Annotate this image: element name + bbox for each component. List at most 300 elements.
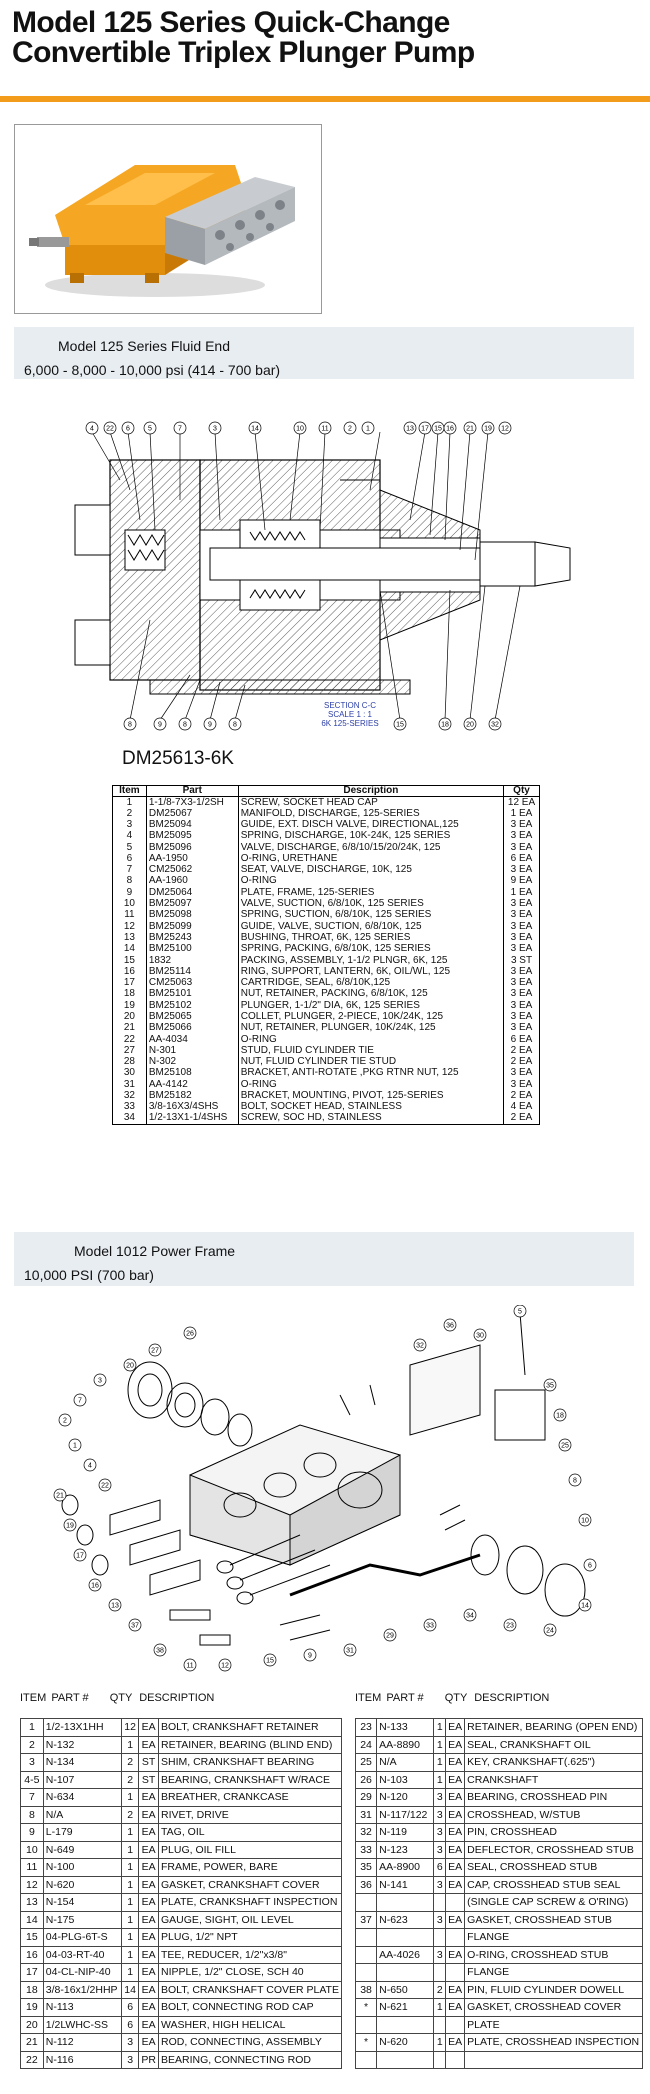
cell-unit: EA — [139, 1859, 159, 1877]
cell-qty: 4 EA — [504, 1102, 540, 1113]
cell-item: 4 — [113, 831, 147, 842]
callout: 9 — [158, 721, 162, 729]
table-row — [21, 1894, 342, 1912]
cell-unit: EA — [139, 1929, 159, 1947]
table-row — [113, 887, 540, 898]
cell-description: MANIFOLD, DISCHARGE, 125-SERIES — [238, 808, 503, 819]
cell-item: 25 — [356, 1754, 377, 1772]
cell-item: 20 — [21, 2016, 44, 2034]
table-row — [113, 865, 540, 876]
cell-item: 9 — [21, 1824, 44, 1842]
cell-item — [356, 2051, 377, 2069]
callout: 1 — [366, 425, 370, 433]
cell-qty: 1 — [121, 1824, 138, 1842]
callout: 8 — [573, 1477, 577, 1485]
table-row — [113, 910, 540, 921]
cell-unit: EA — [446, 1981, 465, 1999]
cell-description: BOLT, CONNECTING ROD CAP — [159, 1999, 342, 2017]
callout: 6 — [588, 1562, 592, 1570]
cell-qty — [434, 1964, 446, 1982]
callout: 5 — [148, 425, 152, 433]
cell-part: AA-1960 — [146, 876, 238, 887]
cell-item: 8 — [21, 1806, 44, 1824]
cell-part: CM25063 — [146, 978, 238, 989]
bom-head-desc: DESCRIPTION — [139, 1692, 215, 1704]
cell-part: N-119 — [377, 1824, 434, 1842]
callout: 36 — [446, 1322, 454, 1330]
table-row — [356, 1894, 643, 1912]
cell-qty: 2 — [121, 1771, 138, 1789]
cell-unit: EA — [139, 1981, 159, 1999]
table-row — [21, 1824, 342, 1842]
table-row — [356, 1911, 643, 1929]
cell-qty: 12 — [121, 1719, 138, 1737]
cell-qty — [434, 2051, 446, 2069]
cell-part: AA-4142 — [146, 1079, 238, 1090]
drawing-number: DM25613-6K — [122, 748, 234, 769]
cell-qty: 9 EA — [504, 876, 540, 887]
callout: 18 — [556, 1412, 564, 1420]
callout: 17 — [76, 1552, 84, 1560]
table-row — [21, 1789, 342, 1807]
cell-unit: EA — [446, 1789, 465, 1807]
bom-head-item: ITEM — [20, 1692, 47, 1704]
cell-unit: EA — [446, 1754, 465, 1772]
cell-item: 3 — [21, 1754, 44, 1772]
power-frame-bom-right — [355, 1718, 643, 2069]
cell-qty: 2 EA — [504, 1091, 540, 1102]
table-row — [113, 955, 540, 966]
callout: 16 — [446, 425, 454, 433]
cell-unit: EA — [139, 2016, 159, 2034]
table-row — [356, 1736, 643, 1754]
callout: 13 — [406, 425, 414, 433]
cell-description: CARTRIDGE, SEAL, 6/8/10K,125 — [238, 978, 503, 989]
callout: 31 — [346, 1647, 354, 1655]
cell-qty: 1 — [121, 1894, 138, 1912]
cell-item: 21 — [21, 2034, 44, 2052]
cell-part: 1/2-13X1HH — [43, 1719, 121, 1737]
cell-qty: 3 — [434, 1789, 446, 1807]
cell-qty: 1 — [121, 1876, 138, 1894]
table-row — [356, 1789, 643, 1807]
cell-qty: 1 — [121, 1859, 138, 1877]
cell-qty: 1 — [434, 1771, 446, 1789]
cell-description: BUSHING, THROAT, 6K, 125 SERIES — [238, 932, 503, 943]
cell-description: NUT, FLUID CYLINDER TIE STUD — [238, 1057, 503, 1068]
cell-part: BM25095 — [146, 831, 238, 842]
table-row — [113, 1034, 540, 1045]
cell-description: PLUNGER, 1-1/2" DIA, 6K, 125 SERIES — [238, 1000, 503, 1011]
cell-description: SPRING, DISCHARGE, 10K-24K, 125 SERIES — [238, 831, 503, 842]
cell-part: AA-4034 — [146, 1034, 238, 1045]
callout: 32 — [416, 1342, 424, 1350]
bom-header-right — [355, 1692, 549, 1704]
cell-part: N-116 — [43, 2051, 121, 2069]
cell-qty: 3 EA — [504, 1012, 540, 1023]
table-row — [113, 899, 540, 910]
cell-description: SEAL, CROSSHEAD STUB — [465, 1859, 643, 1877]
cell-description: O-RING — [238, 1079, 503, 1090]
section-label — [321, 701, 378, 728]
callout: 19 — [484, 425, 492, 433]
table-row — [21, 1981, 342, 1999]
cell-item: 6 — [113, 853, 147, 864]
cell-qty: 1 — [121, 1789, 138, 1807]
cell-item: 8 — [113, 876, 147, 887]
cell-qty: 1 EA — [504, 808, 540, 819]
cell-unit: EA — [446, 1736, 465, 1754]
cell-part: N-154 — [43, 1894, 121, 1912]
callout: 15 — [434, 425, 442, 433]
cell-item: 34 — [113, 1113, 147, 1124]
table-row — [356, 1981, 643, 1999]
cell-unit: EA — [139, 1806, 159, 1824]
cell-unit: EA — [446, 1911, 465, 1929]
cell-item: 26 — [356, 1771, 377, 1789]
table-row — [356, 1771, 643, 1789]
callout: 21 — [56, 1492, 64, 1500]
col-part: Part — [146, 786, 238, 797]
cell-unit — [446, 1894, 465, 1912]
cell-qty: 2 — [121, 1754, 138, 1772]
cell-part: L-179 — [43, 1824, 121, 1842]
cell-part: N/A — [43, 1806, 121, 1824]
table-row — [21, 1754, 342, 1772]
table-row — [113, 1012, 540, 1023]
cell-description: O-RING — [238, 1034, 503, 1045]
cell-qty: 2 EA — [504, 1057, 540, 1068]
cell-part: N-123 — [377, 1841, 434, 1859]
cell-qty: 6 — [121, 2016, 138, 2034]
cell-description: RETAINER, BEARING (BLIND END) — [159, 1736, 342, 1754]
cell-description: RING, SUPPORT, LANTERN, 6K, OIL/WL, 125 — [238, 966, 503, 977]
cell-qty — [434, 1929, 446, 1947]
cell-unit: PR — [139, 2051, 159, 2069]
callout: 8 — [128, 721, 132, 729]
callout: 18 — [441, 721, 449, 729]
cell-description: FLANGE — [465, 1964, 643, 1982]
callout: 3 — [213, 425, 217, 433]
fluid-end-title: Model 125 Series Fluid End — [58, 338, 230, 354]
cell-part: N-621 — [377, 1999, 434, 2017]
cell-item: 38 — [356, 1981, 377, 1999]
cell-qty: 2 EA — [504, 1113, 540, 1124]
fluid-end-section-drawing — [50, 420, 610, 740]
cell-part: BM25098 — [146, 910, 238, 921]
cell-item: 22 — [113, 1034, 147, 1045]
cell-qty: 6 — [121, 1999, 138, 2017]
cell-description: NIPPLE, 1/2" CLOSE, SCH 40 — [159, 1964, 342, 1982]
cell-description: TEE, REDUCER, 1/2"x3/8" — [159, 1946, 342, 1964]
callout: 24 — [546, 1627, 554, 1635]
cell-qty: 3 — [121, 2051, 138, 2069]
cell-qty: 1 — [121, 1929, 138, 1947]
cell-part: 3/8-16X3/4SHS — [146, 1102, 238, 1113]
power-frame-title: Model 1012 Power Frame — [74, 1243, 236, 1259]
cell-description: SPRING, PACKING, 6/8/10K, 125 SERIES — [238, 944, 503, 955]
callout: 2 — [63, 1417, 67, 1425]
cell-unit: EA — [446, 2034, 465, 2052]
cell-item: 11 — [21, 1859, 44, 1877]
power-frame-spec: 10,000 PSI (700 bar) — [24, 1267, 154, 1283]
cell-item: 2 — [21, 1736, 44, 1754]
cell-description: CROSSHEAD, W/STUB — [465, 1806, 643, 1824]
table-row — [113, 1113, 540, 1124]
cell-qty: 1 — [434, 1719, 446, 1737]
cell-item: 18 — [21, 1981, 44, 1999]
cell-qty: 3 EA — [504, 989, 540, 1000]
cell-qty: 3 — [434, 1946, 446, 1964]
cell-qty: 2 EA — [504, 1045, 540, 1056]
cell-qty: 1 — [434, 2034, 446, 2052]
cell-qty: 3 EA — [504, 1079, 540, 1090]
cell-part: BM25094 — [146, 820, 238, 831]
table-row — [113, 978, 540, 989]
cell-description: PLATE, CRANKSHAFT INSPECTION — [159, 1894, 342, 1912]
callout: 27 — [151, 1347, 159, 1355]
cell-unit: EA — [446, 1999, 465, 2017]
cell-part: N-634 — [43, 1789, 121, 1807]
table-row — [113, 842, 540, 853]
cell-item: 4-5 — [21, 1771, 44, 1789]
cell-description: NUT, RETAINER, PLUNGER, 10K/24K, 125 — [238, 1023, 503, 1034]
cell-qty: 3 EA — [504, 910, 540, 921]
cell-qty: 1 — [121, 1946, 138, 1964]
cell-description: BOLT, CRANKSHAFT COVER PLATE — [159, 1981, 342, 1999]
cell-item: 10 — [21, 1841, 44, 1859]
cell-item: 23 — [356, 1719, 377, 1737]
cell-item: 21 — [113, 1023, 147, 1034]
cell-qty: 2 — [434, 1981, 446, 1999]
cell-part: BM25102 — [146, 1000, 238, 1011]
table-row — [21, 1876, 342, 1894]
cell-part: BM25097 — [146, 899, 238, 910]
callout: 37 — [131, 1622, 139, 1630]
cell-part: N-620 — [377, 2034, 434, 2052]
cell-part: 3/8-16x1/2HHP — [43, 1981, 121, 1999]
cell-description: PIN, FLUID CYLINDER DOWELL — [465, 1981, 643, 1999]
cell-unit: ST — [139, 1754, 159, 1772]
cell-qty: 1 — [121, 1911, 138, 1929]
cell-unit — [446, 1964, 465, 1982]
cell-description: PLATE — [465, 2016, 643, 2034]
cell-description: SPRING, SUCTION, 6/8/10K, 125 SERIES — [238, 910, 503, 921]
bom-head-part: PART # — [51, 1692, 89, 1704]
cell-qty: 3 — [434, 1806, 446, 1824]
callout: 10 — [581, 1517, 589, 1525]
cell-item: 28 — [113, 1057, 147, 1068]
table-row — [21, 1929, 342, 1947]
cell-description: BOLT, CRANKSHAFT RETAINER — [159, 1719, 342, 1737]
cell-description: FLANGE — [465, 1929, 643, 1947]
cell-qty: 3 EA — [504, 921, 540, 932]
callout: 2 — [348, 425, 352, 433]
cell-unit: EA — [446, 1719, 465, 1737]
cell-qty: 1 — [434, 1754, 446, 1772]
table-row — [356, 1876, 643, 1894]
cell-qty: 1 — [121, 1964, 138, 1982]
section-label-line: SCALE 1 : 1 — [327, 710, 373, 719]
cell-qty: 3 EA — [504, 1068, 540, 1079]
col-description: Description — [238, 786, 503, 797]
cell-item — [356, 1929, 377, 1947]
callout: 10 — [296, 425, 304, 433]
table-row — [113, 1057, 540, 1068]
cell-part: 1832 — [146, 955, 238, 966]
cell-qty: 3 — [121, 2034, 138, 2052]
callout: 8 — [233, 721, 237, 729]
cell-description: GASKET, CROSSHEAD STUB — [465, 1911, 643, 1929]
table-row — [113, 797, 540, 808]
callout: 15 — [396, 721, 404, 729]
cell-qty: 3 EA — [504, 865, 540, 876]
cell-item: 30 — [113, 1068, 147, 1079]
cell-qty — [434, 2016, 446, 2034]
cell-description: SCREW, SOC HD, STAINLESS — [238, 1113, 503, 1124]
callout: 16 — [91, 1582, 99, 1590]
callout: 30 — [476, 1332, 484, 1340]
cell-item: 1 — [113, 797, 147, 808]
cell-description: PLATE, FRAME, 125-SERIES — [238, 887, 503, 898]
table-row — [21, 1964, 342, 1982]
cell-part: BM25096 — [146, 842, 238, 853]
cell-description: CRANKSHAFT — [465, 1771, 643, 1789]
cell-item: 32 — [356, 1824, 377, 1842]
cell-description: BEARING, CROSSHEAD PIN — [465, 1789, 643, 1807]
cell-qty: 3 EA — [504, 1023, 540, 1034]
cell-description: DEFLECTOR, CROSSHEAD STUB — [465, 1841, 643, 1859]
cell-part — [377, 2016, 434, 2034]
cell-part — [377, 1894, 434, 1912]
callout: 6 — [126, 425, 130, 433]
table-row — [113, 831, 540, 842]
cell-item: 16 — [21, 1946, 44, 1964]
table-row — [113, 876, 540, 887]
cell-qty: 3 — [434, 1876, 446, 1894]
cell-description: SEAT, VALVE, DISCHARGE, 10K, 125 — [238, 865, 503, 876]
table-row — [21, 2051, 342, 2069]
cell-description: PIN, CROSSHEAD — [465, 1824, 643, 1842]
table-row — [21, 1911, 342, 1929]
cell-description: BREATHER, CRANKCASE — [159, 1789, 342, 1807]
cell-unit: EA — [446, 1771, 465, 1789]
cell-description: VALVE, SUCTION, 6/8/10K, 125 SERIES — [238, 899, 503, 910]
cell-unit: EA — [139, 1789, 159, 1807]
cell-part — [377, 1964, 434, 1982]
table-row — [356, 2051, 643, 2069]
cell-unit — [446, 2016, 465, 2034]
cell-unit: EA — [139, 1911, 159, 1929]
table-row — [113, 1000, 540, 1011]
cell-item: 5 — [113, 842, 147, 853]
cell-part: BM25100 — [146, 944, 238, 955]
cell-description: SCREW, SOCKET HEAD CAP — [238, 797, 503, 808]
callout: 11 — [321, 425, 329, 433]
fluid-end-spec: 6,000 - 8,000 - 10,000 psi (414 - 700 bar) — [24, 362, 281, 378]
cell-item — [356, 1894, 377, 1912]
cell-part: BM25099 — [146, 921, 238, 932]
callout: 20 — [126, 1362, 134, 1370]
table-row — [113, 853, 540, 864]
cell-unit: EA — [139, 1999, 159, 2017]
cell-description: GUIDE, EXT. DISCH VALVE, DIRECTIONAL,125 — [238, 820, 503, 831]
cell-item: 17 — [21, 1964, 44, 1982]
cell-item: 35 — [356, 1859, 377, 1877]
power-frame-bom-left — [20, 1718, 342, 2069]
callout: 1 — [73, 1442, 77, 1450]
cell-description: BOLT, SOCKET HEAD, STAINLESS — [238, 1102, 503, 1113]
table-row — [21, 1771, 342, 1789]
pump-photo-illustration — [15, 125, 321, 313]
cell-part: 04-03-RT-40 — [43, 1946, 121, 1964]
cell-item: 14 — [21, 1911, 44, 1929]
cell-unit: EA — [446, 1841, 465, 1859]
cell-part: BM25182 — [146, 1091, 238, 1102]
cell-unit: EA — [139, 1876, 159, 1894]
cell-qty: 6 — [434, 1859, 446, 1877]
cell-part: 04-PLG-6T-S — [43, 1929, 121, 1947]
cell-part: N-302 — [146, 1057, 238, 1068]
table-row — [21, 2034, 342, 2052]
callout: 21 — [466, 425, 474, 433]
cell-item: 33 — [356, 1841, 377, 1859]
callout: 17 — [421, 425, 429, 433]
cell-description: GUIDE, VALVE, SUCTION, 6/8/10K, 125 — [238, 921, 503, 932]
callout-top-group — [86, 422, 511, 434]
cell-unit: EA — [139, 2034, 159, 2052]
cell-part: N/A — [377, 1754, 434, 1772]
cell-description: PLATE, CROSSHEAD INSPECTION — [465, 2034, 643, 2052]
cell-description: SEAL, CRANKSHAFT OIL — [465, 1736, 643, 1754]
table-row — [113, 932, 540, 943]
callout: 32 — [491, 721, 499, 729]
callout: 23 — [506, 1622, 514, 1630]
cell-item: 22 — [21, 2051, 44, 2069]
cell-part: BM25101 — [146, 989, 238, 1000]
cell-description: O-RING — [238, 876, 503, 887]
cell-item: 18 — [113, 989, 147, 1000]
cell-part: N-112 — [43, 2034, 121, 2052]
callout: 38 — [156, 1647, 164, 1655]
cell-item: 9 — [113, 887, 147, 898]
table-row — [113, 944, 540, 955]
cell-qty: 3 EA — [504, 932, 540, 943]
cell-description: KEY, CRANKSHAFT(.625") — [465, 1754, 643, 1772]
pump-photo — [14, 124, 322, 314]
cell-item: 19 — [21, 1999, 44, 2017]
cell-qty: 3 EA — [504, 842, 540, 853]
cell-item: * — [356, 2034, 377, 2052]
cell-part: DM25067 — [146, 808, 238, 819]
cell-part: AA-8900 — [377, 1859, 434, 1877]
title-line-2: Convertible Triplex Plunger Pump — [12, 36, 475, 69]
col-qty: Qty — [504, 786, 540, 797]
cell-description: BRACKET, MOUNTING, PIVOT, 125-SERIES — [238, 1091, 503, 1102]
cell-part: AA-1950 — [146, 853, 238, 864]
table-row — [113, 921, 540, 932]
cell-item: 24 — [356, 1736, 377, 1754]
cell-part: AA-4026 — [377, 1946, 434, 1964]
cell-qty: 3 EA — [504, 978, 540, 989]
bom-head-part: PART # — [386, 1692, 424, 1704]
table-row — [113, 808, 540, 819]
cell-unit: EA — [446, 1824, 465, 1842]
cell-item: 17 — [113, 978, 147, 989]
table-row — [356, 1929, 643, 1947]
callout: 33 — [426, 1622, 434, 1630]
table-row — [113, 966, 540, 977]
